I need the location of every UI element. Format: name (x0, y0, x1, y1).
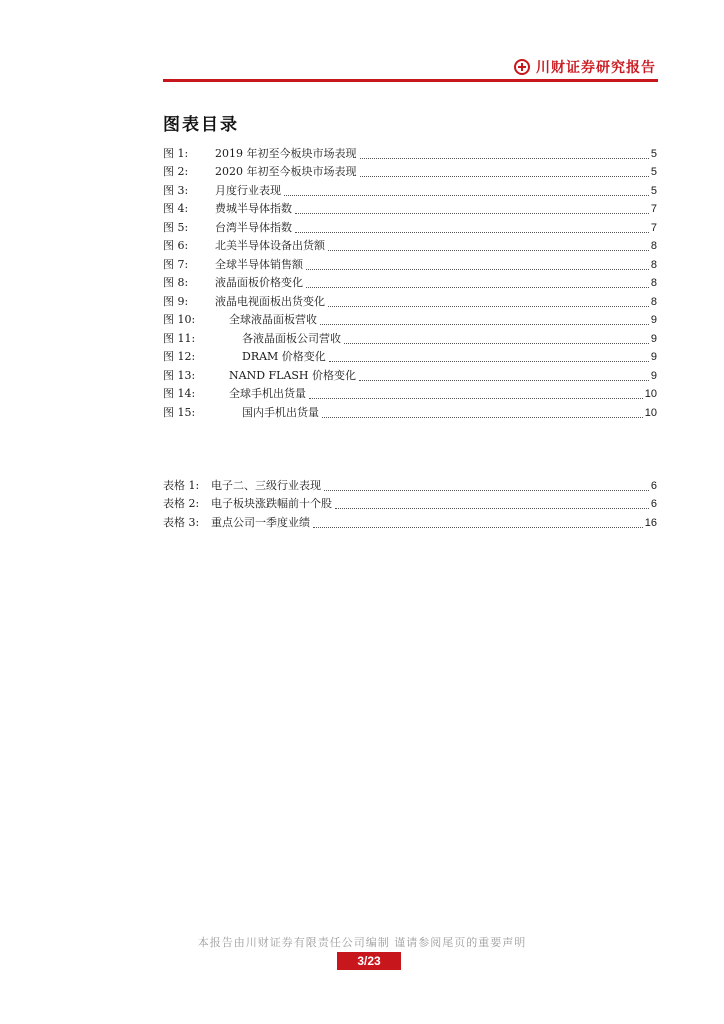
dot-leader (328, 305, 649, 307)
figure-title: NAND FLASH 价格变化 (229, 368, 357, 382)
table-title: 重点公司一季度业绩 (211, 515, 310, 529)
figure-title: 北美半导体设备出货额 (215, 239, 325, 252)
dot-leader (295, 212, 649, 214)
dot-leader (320, 323, 649, 325)
figure-label: 图 10: (163, 313, 196, 326)
figure-title: 国内手机出货量 (242, 405, 319, 419)
figure-entry[interactable] (163, 198, 657, 217)
figure-title: 全球液晶面板营收 (229, 313, 317, 326)
figure-entry[interactable] (163, 179, 657, 198)
figure-title: 月度行业表现 (215, 183, 281, 197)
figure-label: 图 2: (163, 165, 189, 178)
dot-leader (335, 507, 649, 509)
brand-name: 川财证券研究报告 (536, 60, 656, 76)
figure-title: 费城半导体指数 (215, 202, 292, 215)
table-title: 电子板块涨跌幅前十个股 (211, 497, 332, 510)
figure-entry[interactable] (163, 401, 657, 420)
figure-label: 图 5: (163, 220, 189, 234)
dot-leader (313, 526, 643, 528)
dot-leader (322, 416, 643, 418)
dot-leader (324, 489, 649, 491)
figure-entry[interactable] (163, 327, 657, 346)
figure-page-number: 8 (650, 277, 657, 289)
figure-entry[interactable] (163, 346, 657, 365)
figure-label: 图 4: (163, 202, 189, 215)
table-entry[interactable] (163, 511, 657, 530)
figure-label: 图 11: (163, 331, 196, 345)
table-page-number: 16 (644, 516, 657, 529)
figure-page-number: 9 (650, 332, 657, 345)
brand-logo-icon (514, 59, 530, 75)
table-label: 表格 3: (163, 515, 200, 529)
table-entry[interactable] (163, 474, 657, 493)
figure-title: 全球手机出货量 (229, 387, 306, 400)
figure-label: 图 13: (163, 368, 196, 382)
figure-entry[interactable] (163, 161, 657, 180)
dot-leader (360, 157, 649, 159)
figure-entry[interactable] (163, 309, 657, 328)
figure-page-number: 9 (650, 351, 657, 363)
table-entry[interactable] (163, 493, 657, 512)
figure-page-number: 8 (650, 295, 657, 308)
footer-disclaimer: 本报告由川财证券有限责任公司编制 谨请参阅尾页的重要声明 (197, 936, 527, 949)
figure-title: 台湾半导体指数 (215, 220, 292, 234)
toc-heading: 图表目录 (163, 115, 239, 135)
header-divider (163, 79, 658, 82)
figure-label: 图 15: (163, 405, 196, 419)
figure-page-number: 8 (650, 240, 657, 252)
figure-label: 图 3: (163, 183, 189, 197)
table-title: 电子二、三级行业表现 (211, 478, 321, 492)
dot-leader (295, 231, 649, 233)
dot-leader (306, 286, 649, 288)
figure-entry[interactable] (163, 253, 657, 272)
figure-page-number: 10 (644, 388, 657, 400)
figure-label: 图 7: (163, 257, 189, 271)
figure-title: 2019 年初至今板块市场表现 (215, 146, 357, 160)
header-brand (514, 57, 656, 77)
figure-title: 2020 年初至今板块市场表现 (215, 165, 357, 178)
page-indicator: 3/23 (337, 952, 401, 970)
figure-label: 图 8: (163, 276, 189, 289)
dot-leader (344, 342, 649, 344)
figure-page-number: 5 (650, 184, 657, 197)
figure-entry[interactable] (163, 290, 657, 309)
dot-leader (284, 194, 649, 196)
figure-title: DRAM 价格变化 (242, 350, 326, 363)
figure-entry[interactable] (163, 383, 657, 402)
figure-entry[interactable] (163, 235, 657, 254)
figure-label: 图 9: (163, 294, 189, 308)
figure-entry[interactable] (163, 216, 657, 235)
figure-label: 图 14: (163, 387, 196, 400)
figure-page-number: 8 (650, 258, 657, 271)
table-label: 表格 2: (163, 497, 200, 510)
figure-entry[interactable] (163, 364, 657, 383)
figure-list (163, 142, 657, 420)
dot-leader (328, 249, 649, 251)
figure-label: 图 6: (163, 239, 189, 252)
dot-leader (359, 379, 649, 381)
table-list (163, 474, 657, 530)
figure-title: 全球半导体销售额 (215, 257, 303, 271)
figure-title: 液晶电视面板出货变化 (215, 294, 325, 308)
figure-entry[interactable] (163, 272, 657, 291)
table-page-number: 6 (650, 479, 657, 492)
dot-leader (306, 268, 649, 270)
dot-leader (329, 360, 649, 362)
table-label: 表格 1: (163, 478, 200, 492)
figure-page-number: 5 (650, 166, 657, 178)
figure-page-number: 7 (650, 203, 657, 215)
figure-page-number: 7 (650, 221, 657, 234)
figure-title: 液晶面板价格变化 (215, 276, 303, 289)
table-page-number: 6 (650, 498, 657, 510)
figure-page-number: 5 (650, 147, 657, 160)
dot-leader (360, 175, 649, 177)
dot-leader (309, 397, 643, 399)
figure-label: 图 1: (163, 146, 189, 160)
figure-page-number: 10 (644, 406, 657, 419)
figure-title: 各液晶面板公司营收 (242, 331, 341, 345)
figure-entry[interactable] (163, 142, 657, 161)
figure-page-number: 9 (650, 314, 657, 326)
figure-page-number: 9 (650, 369, 657, 382)
figure-label: 图 12: (163, 350, 196, 363)
